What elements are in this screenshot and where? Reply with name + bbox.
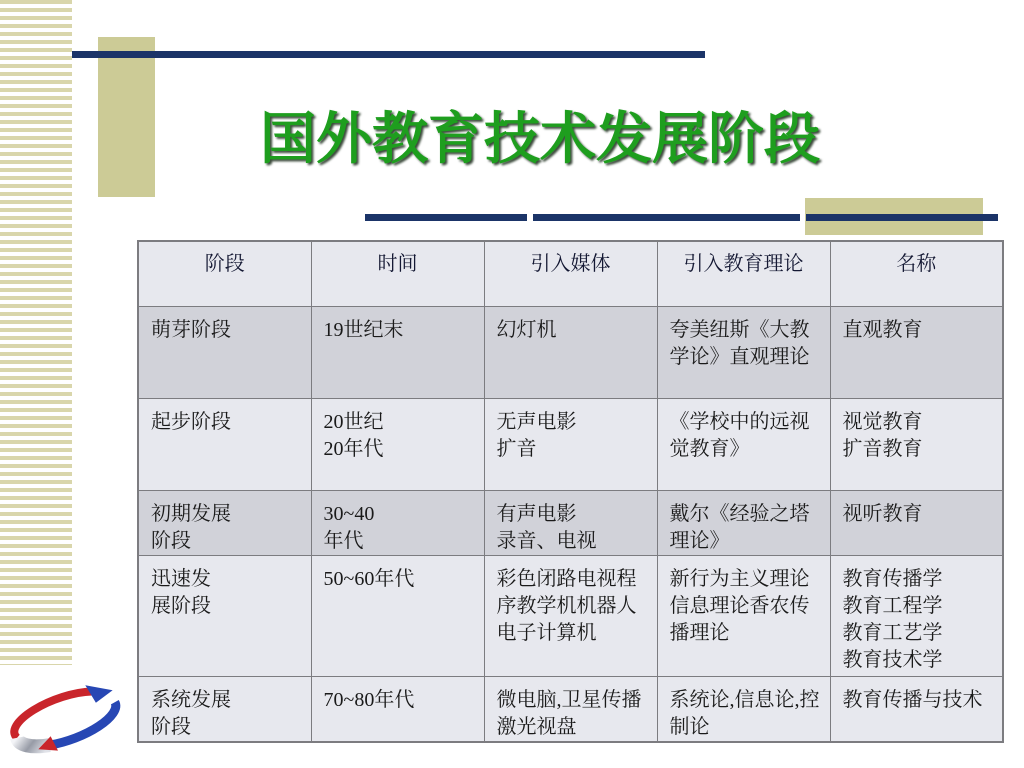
theory-cell	[657, 490, 830, 555]
theory-cell	[657, 555, 830, 676]
cell-text-line: 教育技术学	[842, 648, 943, 671]
cell-text-line: 扩音	[496, 437, 537, 460]
cell-text-line: 70~80年代	[323, 688, 415, 711]
stage-cell	[138, 676, 311, 742]
cell-text-line: 扩音教育	[842, 437, 923, 460]
accent-rule-top	[72, 51, 705, 58]
table-row	[138, 555, 1003, 676]
name-cell	[830, 676, 1003, 742]
accent-rule-segment	[806, 214, 998, 221]
cell-text-line: 30~40	[323, 502, 375, 525]
cell-text-line: 迅速发	[151, 567, 211, 590]
theory-cell	[657, 306, 830, 398]
cell-text-line: 教育传播学	[842, 567, 943, 590]
name-cell	[830, 306, 1003, 398]
cell-text-line: 微电脑,卫星传播	[496, 688, 642, 711]
cell-text-line: 系统论,信息论,控	[669, 688, 820, 711]
left-stripe-panel	[0, 0, 72, 665]
cell-text-line: 直观教育	[842, 318, 923, 341]
stage-column-header: 阶段	[138, 241, 311, 306]
cell-text-line: 教育工艺学	[842, 621, 943, 644]
period-cell	[311, 306, 484, 398]
cell-text-line: 录音、电视	[496, 529, 597, 552]
cell-text-line: 彩色闭路电视程	[496, 567, 637, 590]
cell-text-line: 20世纪	[323, 410, 384, 433]
theory-column-header: 引入教育理论	[657, 241, 830, 306]
cell-text-line: 新行为主义理论	[669, 567, 810, 590]
table-row	[138, 398, 1003, 490]
slide-title: 国外教育技术发展阶段	[260, 109, 820, 171]
cell-text-line: 展阶段	[151, 594, 211, 617]
cell-text-line: 电子计算机	[496, 621, 597, 644]
cell-text-line: 《学校中的远视	[669, 410, 810, 433]
name-cell	[830, 555, 1003, 676]
period-cell	[311, 490, 484, 555]
cell-text-line: 理论》	[669, 529, 730, 552]
cell-text-line: 激光视盘	[496, 715, 577, 738]
media-cell	[484, 306, 657, 398]
media-cell	[484, 398, 657, 490]
cell-text-line: 序教学机机器人	[496, 594, 637, 617]
cell-text-line: 视觉教育	[842, 410, 923, 433]
cell-text-line: 阶段	[151, 529, 191, 552]
period-cell	[311, 398, 484, 490]
name-cell	[830, 398, 1003, 490]
stage-cell	[138, 398, 311, 490]
cell-text-line: 播理论	[669, 621, 730, 644]
cell-text-line: 起步阶段	[151, 410, 231, 433]
cell-text-line: 萌芽阶段	[151, 318, 231, 341]
period-column-header: 时间	[311, 241, 484, 306]
period-cell	[311, 555, 484, 676]
cell-text-line: 有声电影	[496, 502, 577, 525]
media-cell	[484, 676, 657, 742]
media-cell	[484, 490, 657, 555]
cell-text-line: 20年代	[323, 437, 384, 460]
cell-text-line: 19世纪末	[323, 318, 404, 341]
cell-text-line: 教育工程学	[842, 594, 943, 617]
stage-cell	[138, 555, 311, 676]
stage-cell	[138, 306, 311, 398]
accent-block-top	[98, 37, 155, 197]
name-cell	[830, 490, 1003, 555]
table-row	[138, 676, 1003, 742]
period-cell	[311, 676, 484, 742]
cell-text-line: 学论》直观理论	[669, 345, 810, 368]
theory-cell	[657, 398, 830, 490]
cell-text-line: 阶段	[151, 715, 191, 738]
stage-cell	[138, 490, 311, 555]
table-row	[138, 490, 1003, 555]
media-cell	[484, 555, 657, 676]
stages-table	[137, 240, 1004, 743]
cell-text-line: 年代	[323, 529, 364, 552]
cell-text-line: 戴尔《经验之塔	[669, 502, 810, 525]
cell-text-line: 觉教育》	[669, 437, 750, 460]
cell-text-line: 无声电影	[496, 410, 577, 433]
theory-cell	[657, 676, 830, 742]
ring-arrows-logo-icon	[0, 668, 130, 768]
table-header-row	[138, 241, 1003, 306]
cell-text-line: 初期发展	[151, 502, 231, 525]
media-column-header: 引入媒体	[484, 241, 657, 306]
cell-text-line: 50~60年代	[323, 567, 415, 590]
accent-rule-segment	[365, 214, 527, 221]
cell-text-line: 信息理论香农传	[669, 594, 810, 617]
cell-text-line: 夸美纽斯《大教	[669, 318, 810, 341]
cell-text-line: 幻灯机	[496, 318, 557, 341]
table-row	[138, 306, 1003, 398]
accent-rule-segment	[533, 214, 800, 221]
table-body	[138, 306, 1003, 742]
cell-text-line: 系统发展	[151, 688, 231, 711]
cell-text-line: 视听教育	[842, 502, 923, 525]
cell-text-line: 教育传播与技术	[842, 688, 983, 711]
name-column-header: 名称	[830, 241, 1003, 306]
cell-text-line: 制论	[669, 715, 710, 738]
